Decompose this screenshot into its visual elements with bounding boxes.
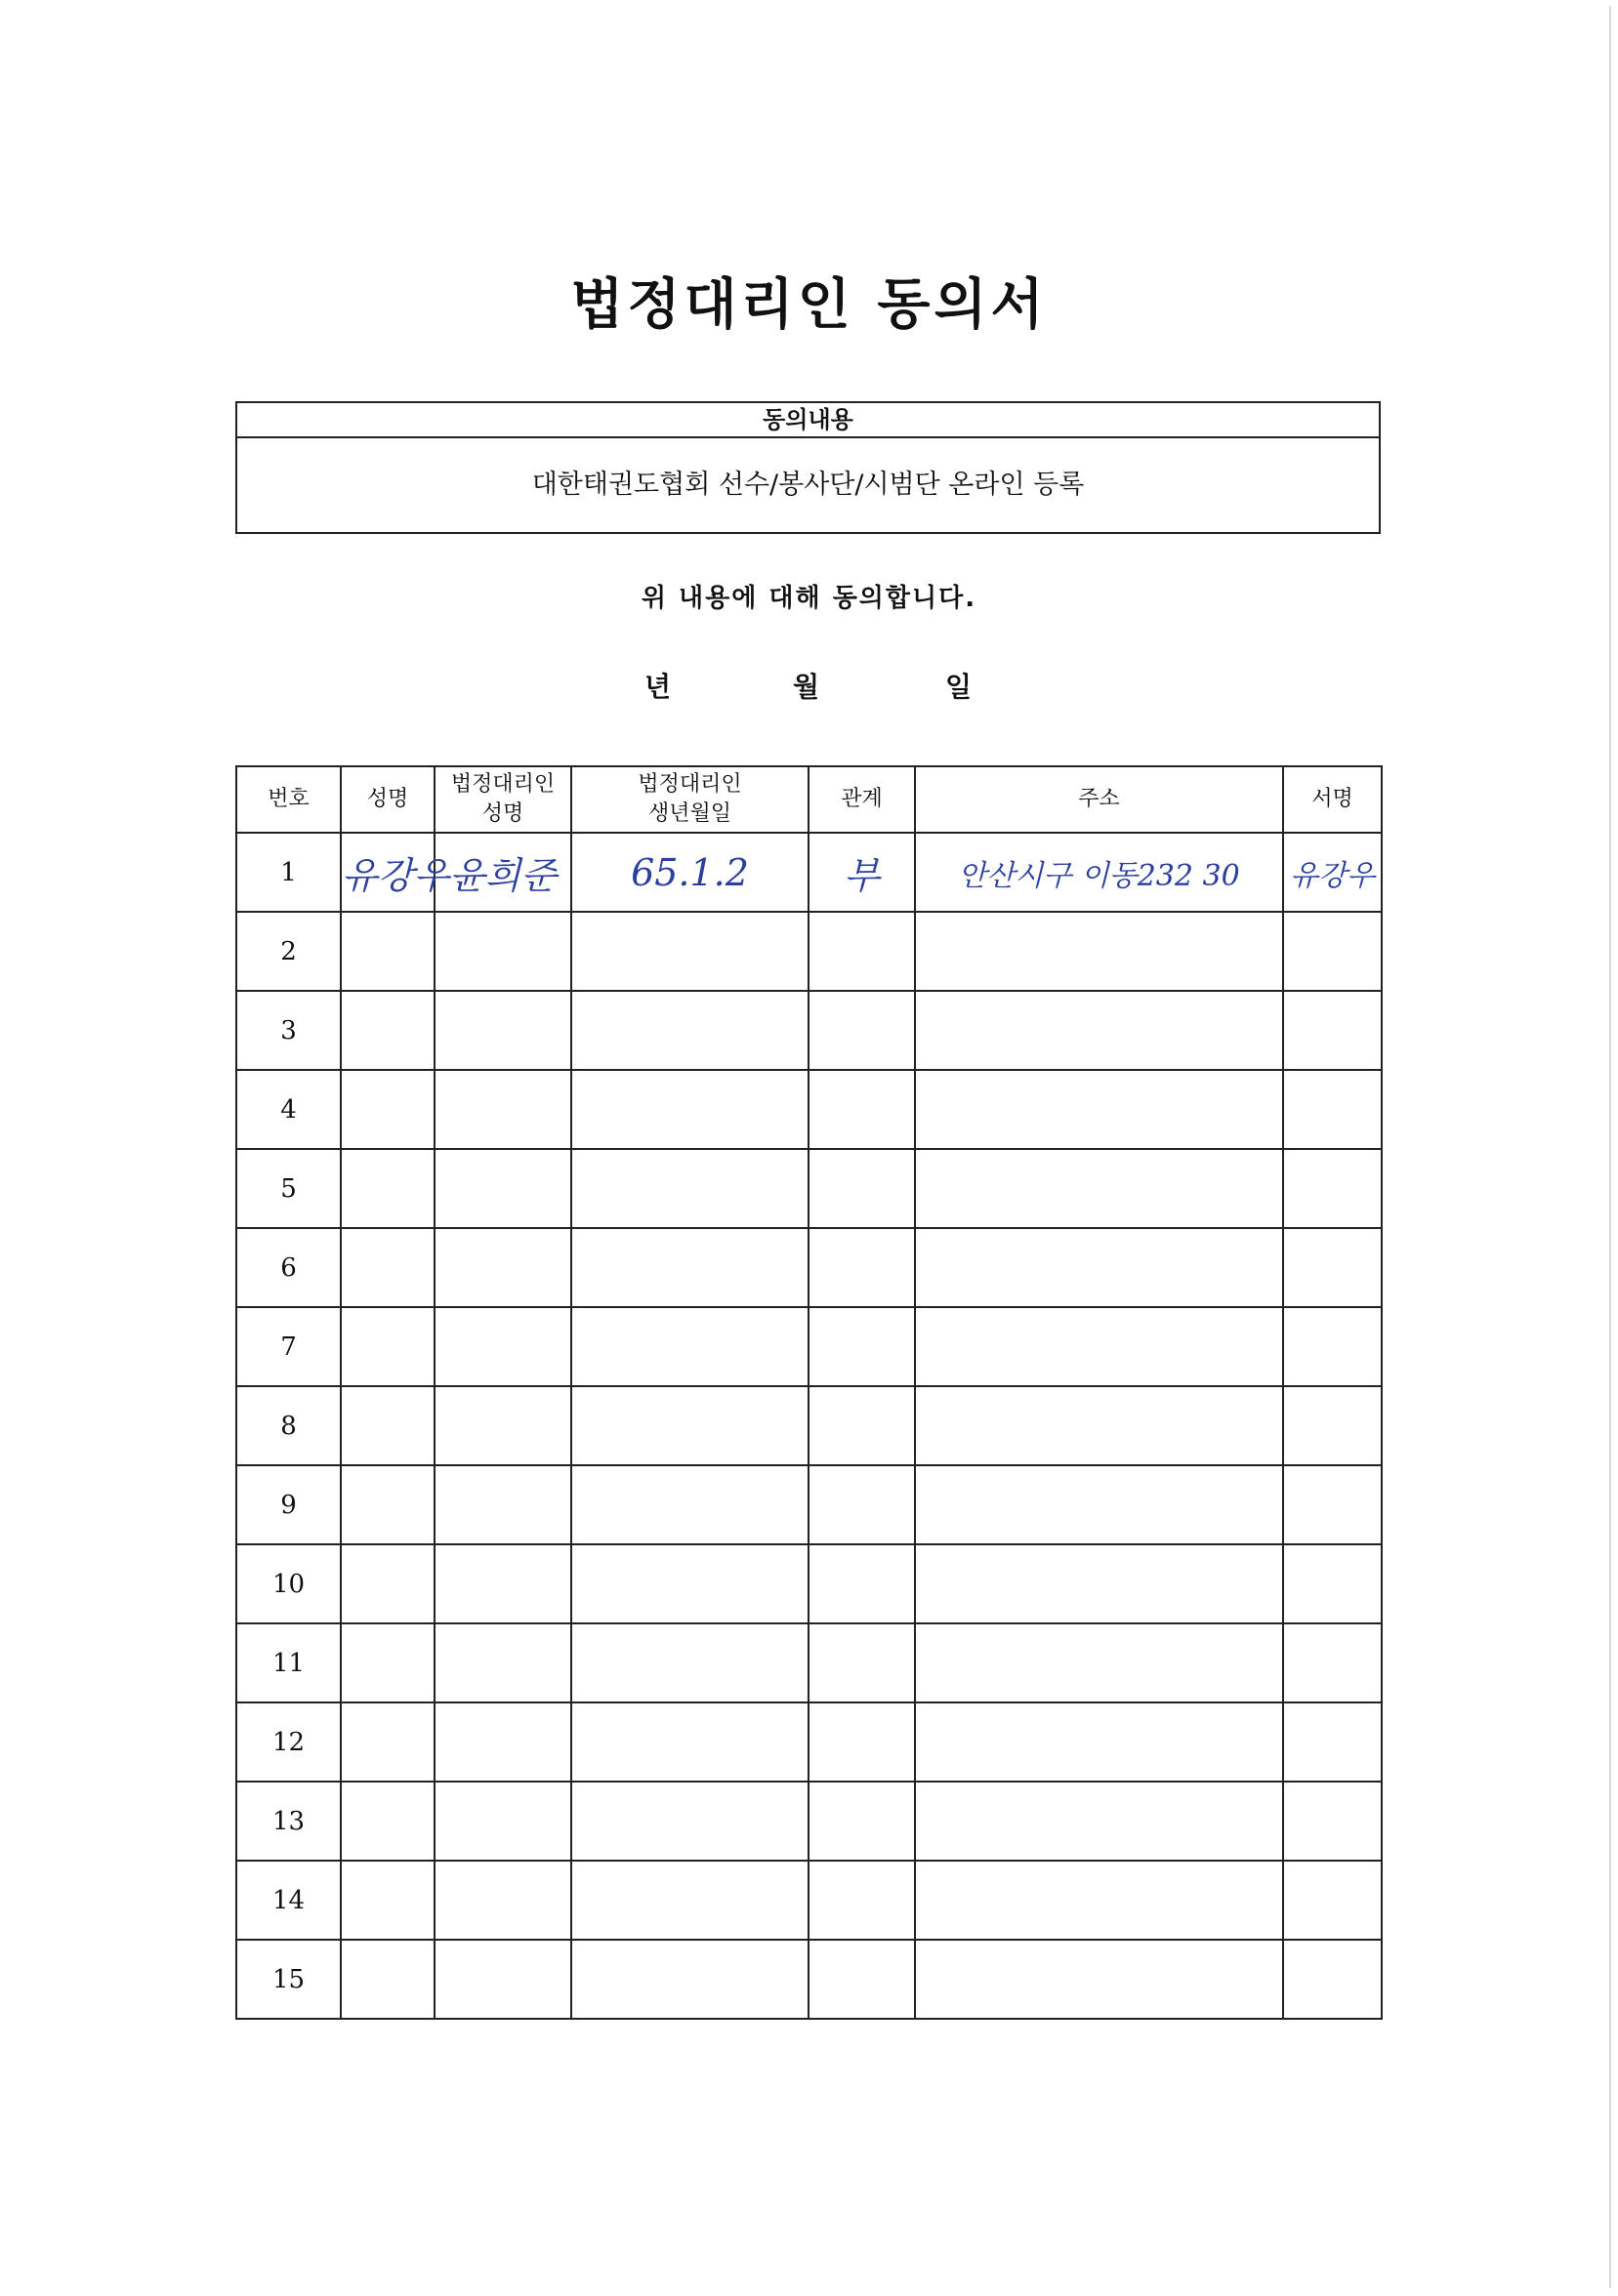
table-header-row: [236, 766, 1382, 833]
row-name-cell: [341, 1465, 435, 1544]
header-guardian-name: [435, 766, 571, 833]
row-number: 7: [280, 1332, 297, 1362]
table-row: [236, 1544, 1382, 1623]
row-number-cell: [236, 1702, 341, 1782]
row-guardian-birth-cell: [571, 1307, 809, 1386]
row-relation-cell: [809, 1623, 915, 1702]
row-relation: 부: [844, 854, 880, 897]
row-address-cell: [915, 1465, 1283, 1544]
header-name: 성명: [341, 766, 435, 833]
registration-table: [235, 765, 1383, 2020]
row-relation-cell: [809, 1861, 915, 1940]
header-guardian-name-line1: 법정대리인: [450, 772, 556, 797]
row-number-cell: [236, 1228, 341, 1307]
row-guardian-name-cell: [435, 1228, 571, 1307]
table-row: [236, 1070, 1382, 1149]
table-row: [236, 1465, 1382, 1544]
row-number: 15: [271, 1964, 306, 1994]
row-signature: 유강우: [1290, 858, 1375, 893]
row-guardian-birth-cell: [571, 1702, 809, 1782]
header-guardian-birth-line2: 생년월일: [647, 801, 731, 826]
row-guardian-birth-cell: [571, 833, 809, 912]
row-relation-cell: [809, 1228, 915, 1307]
row-relation-cell: [809, 1702, 915, 1782]
row-name-cell: [341, 1149, 435, 1228]
row-name-cell: [341, 1782, 435, 1861]
consent-body: 대한태권도협회 선수/봉사단/시범단 온라인 등록: [531, 470, 1085, 500]
row-relation-cell: [809, 1386, 915, 1465]
table-row: [236, 1386, 1382, 1465]
row-number: 5: [280, 1173, 297, 1204]
row-guardian-name-cell: [435, 1386, 571, 1465]
row-signature-cell: [1283, 1465, 1382, 1544]
header-guardian-birth: [571, 766, 809, 833]
row-name-cell: [341, 833, 450, 912]
row-guardian-birth-cell: [571, 1861, 809, 1940]
row-guardian-name-cell: [435, 1070, 571, 1149]
date-day-label: 일: [945, 671, 973, 703]
row-number: 6: [280, 1252, 297, 1283]
page-title: 법정대리인 동의서: [570, 273, 1048, 337]
agreement-text: 위 내용에 대해 동의합니다.: [641, 584, 977, 613]
row-number-cell: [236, 1465, 341, 1544]
row-number-cell: [236, 833, 341, 912]
row-signature-cell: [1283, 991, 1382, 1070]
row-relation-cell: [809, 1940, 915, 2019]
row-signature-cell: [1283, 1307, 1382, 1386]
row-guardian-name-cell: [435, 1702, 571, 1782]
row-relation-cell: [809, 912, 915, 991]
row-relation-cell: [809, 991, 915, 1070]
row-guardian-name-cell: [435, 1307, 571, 1386]
row-guardian-birth-cell: [571, 1544, 809, 1623]
row-guardian-name-cell: [435, 1782, 571, 1861]
row-number: 4: [280, 1094, 297, 1125]
row-guardian-birth-cell: [571, 1623, 809, 1702]
row-guardian-name-cell: [435, 1149, 571, 1228]
table-row: [236, 1861, 1382, 1940]
row-signature-cell: [1283, 912, 1382, 991]
row-name-cell: [341, 1702, 435, 1782]
row-guardian-birth-cell: [571, 1070, 809, 1149]
row-signature-cell: [1283, 833, 1382, 912]
row-address-cell: [915, 1623, 1283, 1702]
header-number: 번호: [236, 766, 341, 833]
row-number: 3: [280, 1015, 297, 1046]
row-address-cell: [915, 991, 1283, 1070]
row-guardian-name-cell: [435, 1465, 571, 1544]
table-row: [236, 1149, 1382, 1228]
row-address-cell: [915, 1228, 1283, 1307]
row-guardian-birth-cell: [571, 1782, 809, 1861]
row-guardian-birth-cell: [571, 991, 809, 1070]
header-relation: 관계: [809, 766, 915, 833]
row-name-cell: [341, 1861, 435, 1940]
row-number: 9: [280, 1490, 297, 1520]
table-row: [236, 1307, 1382, 1386]
row-guardian-birth-cell: [571, 1228, 809, 1307]
table-row: [236, 1228, 1382, 1307]
header-guardian-birth-line1: 법정대리인: [638, 772, 742, 797]
date-month-label: 월: [793, 671, 820, 703]
row-guardian-name-cell: [435, 1940, 571, 2019]
row-number-cell: [236, 1544, 341, 1623]
row-address-cell: [915, 833, 1283, 912]
row-guardian-name-cell: [435, 1861, 571, 1940]
table-row: [236, 833, 1382, 912]
row-address-cell: [915, 1782, 1283, 1861]
row-address-cell: [915, 1940, 1283, 2019]
row-signature-cell: [1283, 1861, 1382, 1940]
row-guardian-name-cell: [435, 912, 571, 991]
header-address: 주소: [915, 766, 1283, 833]
row-guardian-name-cell: [435, 1544, 571, 1623]
header-guardian-name-line2: 성명: [481, 801, 524, 826]
row-name-cell: [341, 1386, 435, 1465]
row-number: 2: [280, 936, 297, 966]
row-guardian-name: 윤희준: [448, 854, 558, 897]
row-address-cell: [915, 1070, 1283, 1149]
row-relation-cell: [809, 1782, 915, 1861]
row-name-cell: [341, 1307, 435, 1386]
row-guardian-name-cell: [435, 833, 571, 912]
row-address-cell: [915, 912, 1283, 991]
row-name-cell: [341, 1940, 435, 2019]
row-number: 12: [271, 1727, 306, 1757]
row-guardian-birth-cell: [571, 912, 809, 991]
row-signature-cell: [1283, 1149, 1382, 1228]
row-relation-cell: [809, 1544, 915, 1623]
row-signature-cell: [1283, 1228, 1382, 1307]
row-number: 1: [280, 857, 297, 887]
row-number-cell: [236, 1940, 341, 2019]
row-number-cell: [236, 1386, 341, 1465]
row-address-cell: [915, 1702, 1283, 1782]
row-signature-cell: [1283, 1070, 1382, 1149]
row-guardian-birth-cell: [571, 1465, 809, 1544]
table-row: [236, 1940, 1382, 2019]
table-row: [236, 1623, 1382, 1702]
row-relation-cell: [809, 1307, 915, 1386]
row-relation-cell: [809, 1465, 915, 1544]
row-address-cell: [915, 1544, 1283, 1623]
row-guardian-birth-cell: [571, 1149, 809, 1228]
row-number-cell: [236, 1307, 341, 1386]
row-number: 11: [271, 1648, 306, 1678]
table-row: [236, 912, 1382, 991]
row-name-cell: [341, 1070, 435, 1149]
row-name-cell: [341, 1544, 435, 1623]
row-number: 14: [271, 1885, 306, 1915]
row-name-cell: [341, 991, 435, 1070]
row-guardian-name-cell: [435, 991, 571, 1070]
row-address-cell: [915, 1861, 1283, 1940]
row-number-cell: [236, 912, 341, 991]
consent-box: [235, 401, 1381, 534]
consent-header: 동의내용: [237, 403, 1379, 438]
row-name-cell: [341, 1623, 435, 1702]
row-number: 10: [271, 1569, 306, 1599]
row-guardian-birth: 65.1.2: [631, 850, 749, 894]
row-guardian-birth-cell: [571, 1940, 809, 2019]
row-number-cell: [236, 991, 341, 1070]
row-address-cell: [915, 1149, 1283, 1228]
row-guardian-name-cell: [435, 1623, 571, 1702]
row-address-cell: [915, 1386, 1283, 1465]
row-number-cell: [236, 1070, 341, 1149]
row-number-cell: [236, 1782, 341, 1861]
row-address: 안산시구 이동232 30: [958, 858, 1240, 893]
row-name: 유강우: [342, 854, 450, 897]
row-signature-cell: [1283, 1782, 1382, 1861]
row-number: 8: [280, 1411, 297, 1441]
row-guardian-birth-cell: [571, 1386, 809, 1465]
table-row: [236, 991, 1382, 1070]
row-name-cell: [341, 1228, 435, 1307]
table-row: [236, 1782, 1382, 1861]
row-name-cell: [341, 912, 435, 991]
row-number-cell: [236, 1623, 341, 1702]
row-signature-cell: [1283, 1940, 1382, 2019]
row-number: 13: [271, 1806, 306, 1836]
row-relation-cell: [809, 833, 915, 912]
header-signature: 서명: [1283, 766, 1382, 833]
row-signature-cell: [1283, 1702, 1382, 1782]
row-relation-cell: [809, 1149, 915, 1228]
row-signature-cell: [1283, 1623, 1382, 1702]
row-signature-cell: [1283, 1386, 1382, 1465]
row-number-cell: [236, 1861, 341, 1940]
row-address-cell: [915, 1307, 1283, 1386]
row-signature-cell: [1283, 1544, 1382, 1623]
row-number-cell: [236, 1149, 341, 1228]
table-row: [236, 1702, 1382, 1782]
row-relation-cell: [809, 1070, 915, 1149]
date-year-label: 년: [644, 671, 672, 703]
